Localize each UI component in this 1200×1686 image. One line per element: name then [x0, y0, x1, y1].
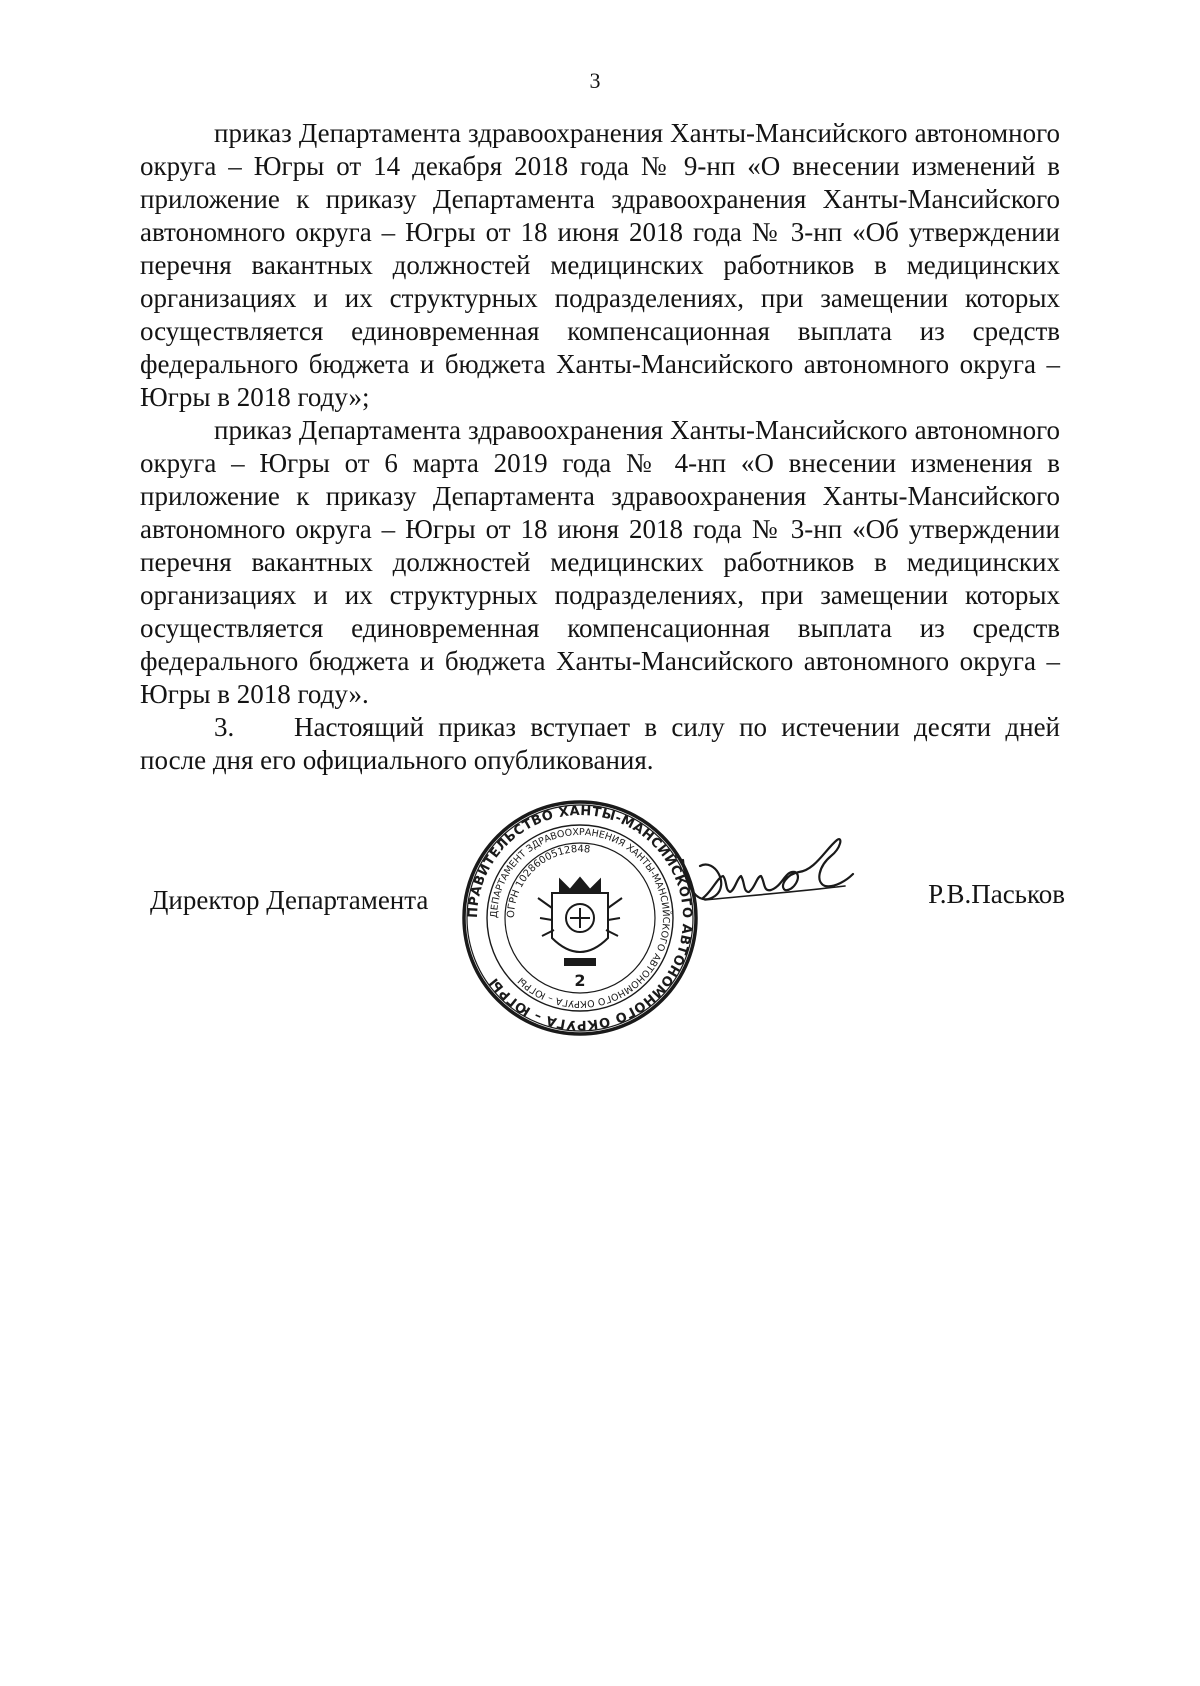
paragraph-order-1: приказ Департамента здравоохранения Ханты-Мансийского автономного округа – Югры от 14 декабря 2018 года № 9-нп «О внесении изменений в приложение к приказу Департамента здравоохранения Ханты-Мансийского автономного округа – Югры от 18 июня 2018 года № 3-нп «Об утверждении перечня вакантных должностей медицинских работников в медицинских организациях и их структурных подразделениях, при замещении которых осуществляется единовременная компенсационная выплата из средств федерального бюджета и бюджета Ханты-Мансийского автономного округа – Югры в 2018 году»; [140, 118, 1060, 412]
handwritten-signature [675, 830, 855, 930]
seal-ogrn-text: ОГРН 1028600512848 [505, 843, 591, 919]
coat-of-arms-icon [538, 878, 622, 966]
signatory-position: Директор Департамента [150, 885, 429, 915]
seal-number: 2 [574, 971, 586, 990]
page-number: 3 [589, 68, 601, 93]
signatory-name: Р.В.Паськов [928, 879, 1065, 909]
clause-number: 3. [214, 712, 235, 742]
paragraph-order-2: приказ Департамента здравоохранения Ханты-Мансийского автономного округа – Югры от 6 марта 2019 года № 4-нп «О внесении изменения в приложение к приказу Департамента здравоохранения Ханты-Мансийского автономного округа – Югры от 18 июня 2018 года № 3-нп «Об утверждении перечня вакантных должностей медицинских работников в медицинских организациях и их структурных подразделениях, при замещении которых осуществляется единовременная компенсационная выплата из средств федерального бюджета и бюджета Ханты-Мансийского автономного округа – Югры в 2018 году». [140, 415, 1060, 709]
clause-text: Настоящий приказ вступает в силу по истечении десяти дней после дня его официального опубликования. [140, 712, 1060, 775]
seal-inner-text: ДЕПАРТАМЕНТ ЗДРАВООХРАНЕНИЯ ХАНТЫ-МАНСИЙСКОГО АВТОНОМНОГО ОКРУГА – ЮГРЫ [488, 826, 672, 1010]
document-body [140, 117, 1060, 777]
seal-outer-text: ПРАВИТЕЛЬСТВО ХАНТЫ-МАНСИЙСКОГО АВТОНОМНОГО ОКРУГА – ЮГРЫ [465, 803, 695, 1033]
official-seal-stamp [460, 798, 700, 1038]
clause-3 [140, 711, 1060, 777]
